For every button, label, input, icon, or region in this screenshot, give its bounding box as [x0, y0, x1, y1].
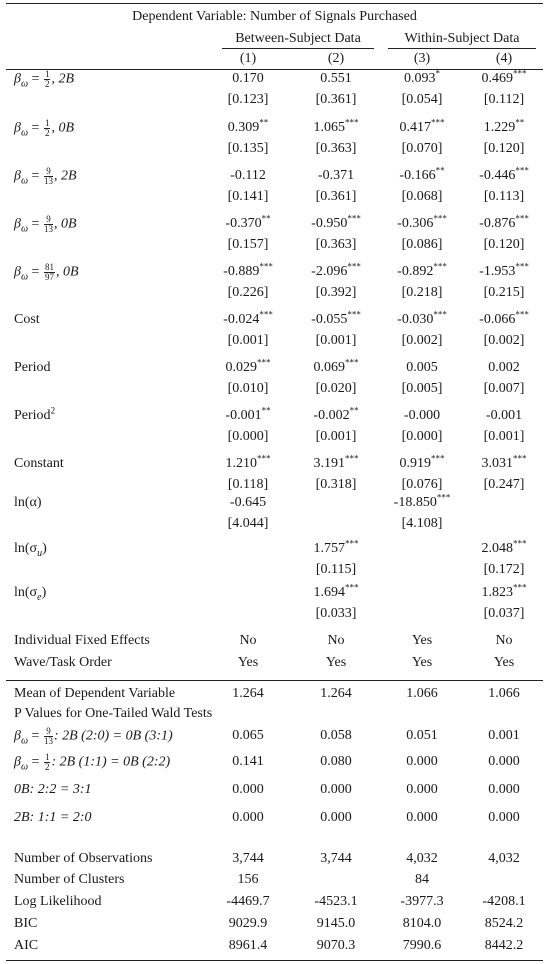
standard-error: [0.007]: [483, 381, 525, 396]
wald-test-label: $\beta_\omega$ = $\frac{9}{13}$ : 2B (2:0) = 0B (3:1): [14, 726, 173, 747]
coefficient: -0.371: [317, 168, 355, 183]
standard-error: [0.218]: [401, 285, 443, 300]
fixed-effects-value: No: [327, 633, 345, 648]
coefficient: -1.953***: [479, 261, 529, 279]
coefficient: -0.024***: [223, 309, 273, 327]
coefficient: 3.031***: [481, 453, 527, 471]
standard-error: [0.363]: [315, 237, 357, 252]
coefficient: -0.950***: [311, 213, 361, 231]
standard-error: [0.361]: [315, 189, 357, 204]
wald-pvalue: 0.000: [320, 782, 352, 797]
coefficient: -0.000: [403, 408, 441, 423]
coefficient: -0.889***: [223, 261, 273, 279]
wald-pvalue: 0.080: [320, 754, 352, 769]
standard-error: [0.118]: [227, 477, 269, 492]
coefficient: 0.029***: [225, 357, 271, 375]
bottom-rule: [6, 960, 543, 961]
coefficient: -0.055***: [311, 309, 361, 327]
row-label: $\beta_\omega$ = $\frac{81}{97}$ , 0B: [14, 262, 79, 283]
standard-error: [0.001]: [315, 429, 357, 444]
row-label: $\beta_\omega$ = $\frac{9}{13}$ , 0B: [14, 214, 77, 235]
row-label: Period: [14, 360, 51, 375]
coefficient: 0.069***: [313, 357, 359, 375]
coefficient: -0.166**: [399, 165, 445, 183]
mean-dependent-value: 1.264: [232, 686, 264, 701]
standard-error: [0.000]: [227, 429, 269, 444]
stat-value: -4208.1: [482, 894, 526, 909]
fixed-effects-value: No: [239, 633, 257, 648]
wald-pvalue: 0.000: [406, 782, 438, 797]
row-label: $\beta_\omega$ = $\frac{9}{13}$ , 2B: [14, 166, 77, 187]
stat-label: BIC: [14, 916, 38, 931]
standard-error: [4.044]: [227, 516, 269, 531]
coefficient: -0.876***: [479, 213, 529, 231]
wald-pvalue: 0.000: [406, 754, 438, 769]
coefficient: -0.446***: [479, 165, 529, 183]
stat-value: 8524.2: [484, 916, 524, 931]
group-header-between: Between-Subject Data: [235, 31, 361, 46]
wald-pvalue: 0.000: [320, 810, 352, 825]
fixed-effects-value: No: [495, 633, 513, 648]
top-rule: [6, 3, 543, 4]
coefficient: -0.066***: [479, 309, 529, 327]
stat-label: Number of Clusters: [14, 872, 125, 887]
row-label: Constant: [14, 456, 64, 471]
coefficient: 1.694***: [313, 582, 359, 600]
wald-pvalue: 0.000: [488, 810, 520, 825]
stat-value: 3,744: [232, 851, 264, 866]
standard-error: [0.226]: [227, 285, 269, 300]
wald-test-label: $\beta_\omega$ = $\frac{1}{2}$ : 2B (1:1) = 0B (2:2): [14, 752, 171, 773]
standard-error: [0.392]: [315, 285, 357, 300]
coefficient: -0.112: [230, 168, 266, 183]
wave-order-value: Yes: [237, 655, 259, 670]
coefficient: -0.030***: [397, 309, 447, 327]
standard-error: [0.363]: [315, 141, 357, 156]
wald-test-label: 2B: 1:1 = 2:0: [14, 810, 92, 825]
coefficient: -18.850***: [393, 492, 451, 510]
wald-pvalue: 0.000: [232, 810, 264, 825]
mean-dependent-value: 1.264: [320, 686, 352, 701]
stat-value: 156: [237, 872, 259, 887]
column-header: (1): [239, 51, 257, 66]
stat-value: -3977.3: [400, 894, 444, 909]
coefficient: 1.229**: [483, 117, 525, 135]
standard-error: [0.120]: [483, 141, 525, 156]
ln-alpha-label: ln(α): [14, 495, 42, 510]
stat-value: 84: [415, 872, 429, 887]
coefficient: -0.370**: [225, 213, 271, 231]
wald-pvalue: 0.001: [488, 728, 520, 743]
mean-dependent-label: Mean of Dependent Variable: [14, 686, 176, 701]
coefficient: 0.469***: [481, 68, 527, 86]
wave-order-label: Wave/Task Order: [14, 655, 112, 670]
coefficient: 1.210***: [225, 453, 271, 471]
stat-value: 8104.0: [402, 916, 442, 931]
stat-value: 8442.2: [484, 938, 524, 953]
standard-error: [0.123]: [227, 92, 269, 107]
mean-dependent-value: 1.066: [406, 686, 438, 701]
coefficient: 0.551: [320, 71, 352, 86]
mean-dependent-value: 1.066: [488, 686, 520, 701]
coefficient: 0.417***: [399, 117, 445, 135]
column-header: (4): [495, 51, 513, 66]
standard-error: [0.068]: [401, 189, 443, 204]
row-label: $\beta_\omega$ = $\frac{1}{2}$ , 0B: [14, 118, 75, 139]
standard-error: [0.157]: [227, 237, 269, 252]
standard-error: [0.215]: [483, 285, 525, 300]
stat-label: Log Likelihood: [14, 894, 102, 909]
row-label: Period$^2$: [14, 405, 56, 423]
wald-pvalue: 0.000: [488, 782, 520, 797]
group-rule-within: [388, 48, 536, 49]
coefficient: -0.645: [229, 495, 267, 510]
row-label: $\beta_\omega$ = $\frac{1}{2}$ , 2B: [14, 69, 75, 90]
standard-error: [0.010]: [227, 381, 269, 396]
stat-value: 4,032: [488, 851, 520, 866]
wald-pvalue: 0.058: [320, 728, 352, 743]
stat-label: Number of Observations: [14, 851, 153, 866]
standard-error: [0.005]: [401, 381, 443, 396]
coefficient: 3.191***: [313, 453, 359, 471]
wave-order-value: Yes: [325, 655, 347, 670]
row-label: Cost: [14, 312, 40, 327]
coefficient: -0.001: [485, 408, 523, 423]
standard-error: [0.318]: [315, 477, 357, 492]
stat-value: 9145.0: [316, 916, 356, 931]
standard-error: [0.115]: [315, 562, 357, 577]
standard-error: [0.120]: [483, 237, 525, 252]
table-title: Dependent Variable: Number of Signals Purchased: [132, 9, 417, 24]
stat-value: -4523.1: [314, 894, 358, 909]
standard-error: [0.001]: [483, 429, 525, 444]
coefficient: 0.005: [406, 360, 438, 375]
standard-error: [0.070]: [401, 141, 443, 156]
wald-pvalue: 0.000: [488, 754, 520, 769]
stat-label: AIC: [14, 938, 39, 953]
wald-pvalue: 0.051: [406, 728, 438, 743]
wald-pvalue: 0.065: [232, 728, 264, 743]
standard-error: [0.141]: [227, 189, 269, 204]
standard-error: [0.076]: [401, 477, 443, 492]
stat-value: 7990.6: [402, 938, 442, 953]
coefficient: -0.892***: [397, 261, 447, 279]
standard-error: [0.033]: [315, 606, 357, 621]
coefficient: 1.065***: [313, 117, 359, 135]
wald-test-label: 0B: 2:2 = 3:1: [14, 782, 92, 797]
coefficient: 0.170: [232, 71, 264, 86]
coefficient: -0.001**: [225, 405, 271, 423]
coefficient: 0.309**: [227, 117, 269, 135]
standard-error: [4.108]: [401, 516, 443, 531]
standard-error: [0.037]: [483, 606, 525, 621]
coefficient: 0.093*: [404, 68, 440, 86]
group-header-within: Within-Subject Data: [404, 31, 520, 46]
standard-error: [0.001]: [227, 333, 269, 348]
wave-order-value: Yes: [493, 655, 515, 670]
fixed-effects-value: Yes: [411, 633, 433, 648]
coefficient: -0.306***: [397, 213, 447, 231]
stat-value: 9029.9: [228, 916, 268, 931]
coefficient: 0.919***: [399, 453, 445, 471]
wald-pvalue: 0.000: [406, 810, 438, 825]
coefficient: -0.002**: [313, 405, 359, 423]
coefficient: 1.823***: [481, 582, 527, 600]
standard-error: [0.002]: [483, 333, 525, 348]
standard-error: [0.054]: [401, 92, 443, 107]
standard-error: [0.001]: [315, 333, 357, 348]
coefficient: 0.002: [488, 360, 520, 375]
wave-order-value: Yes: [411, 655, 433, 670]
pvalues-title: P Values for One-Tailed Wald Tests: [14, 706, 213, 721]
standard-error: [0.247]: [483, 477, 525, 492]
standard-error: [0.113]: [483, 189, 525, 204]
stat-value: 4,032: [406, 851, 438, 866]
ln-sigma-e-label: $\ln(\sigma_e)$: [14, 585, 47, 603]
standard-error: [0.002]: [401, 333, 443, 348]
coefficient: -2.096***: [311, 261, 361, 279]
mid-rule: [6, 680, 543, 681]
standard-error: [0.112]: [483, 92, 525, 107]
group-rule-between: [222, 48, 374, 49]
stat-value: -4469.7: [226, 894, 270, 909]
standard-error: [0.361]: [315, 92, 357, 107]
fixed-effects-label: Individual Fixed Effects: [14, 633, 150, 648]
coefficient: 1.757***: [313, 538, 359, 556]
stat-value: 9070.3: [316, 938, 356, 953]
stat-value: 8961.4: [228, 938, 268, 953]
coefficient: 2.048***: [481, 538, 527, 556]
column-header: (2): [327, 51, 345, 66]
ln-sigma-u-label: $\ln(\sigma_u)$: [14, 541, 47, 559]
stat-value: 3,744: [320, 851, 352, 866]
wald-pvalue: 0.000: [232, 782, 264, 797]
standard-error: [0.172]: [483, 562, 525, 577]
standard-error: [0.086]: [401, 237, 443, 252]
standard-error: [0.000]: [401, 429, 443, 444]
wald-pvalue: 0.141: [232, 754, 264, 769]
standard-error: [0.020]: [315, 381, 357, 396]
column-header: (3): [413, 51, 431, 66]
standard-error: [0.135]: [227, 141, 269, 156]
